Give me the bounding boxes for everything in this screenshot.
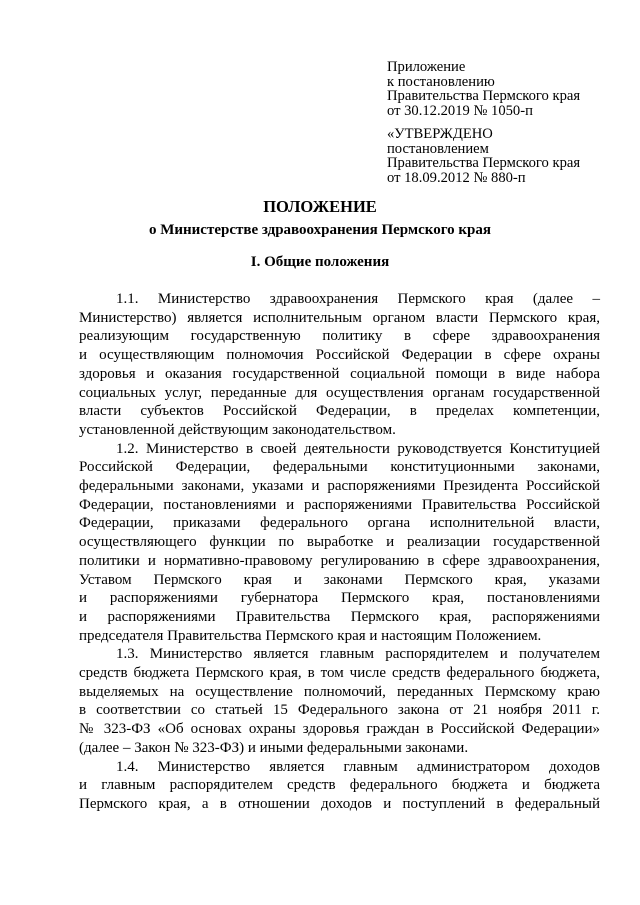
paragraph — [79, 290, 600, 440]
paragraph-line: и осуществляющим полномочия Российской Федерации в сфере охраны — [79, 347, 600, 364]
paragraph-line: и главным распорядителем средств федерального бюджета и бюджета — [79, 777, 600, 794]
annex-stamp-line: Приложение — [387, 59, 466, 75]
paragraph-line: федеральными законами, указами и распоряжениями Президента Российской — [79, 478, 600, 495]
annex-stamp-line: Правительства Пермского края — [387, 88, 581, 105]
paragraph-line: Федерации, постановлениями и распоряжениями Правительства Российской — [79, 496, 600, 513]
paragraph-line: политики и нормативно-правовому регулированию в сфере здравоохранения, — [79, 552, 600, 569]
paragraph-line: 1.1. Министерство здравоохранения Пермского края (далее – — [116, 291, 600, 307]
paragraph-line: власти субъектов Российской Федерации, в пределах компетенции, — [79, 403, 600, 420]
section-heading: I. Общие положения — [250, 254, 390, 270]
paragraph — [79, 758, 600, 814]
annex-stamp-line: к постановлению — [387, 73, 495, 90]
approval-stamp — [387, 127, 580, 185]
approval-stamp-line: Правительства Пермского края — [387, 155, 581, 172]
paragraph-line: Федерации, приказами федерального органа исполнительной власти, — [79, 515, 600, 532]
approval-stamp-line: от 18.09.2012 № 880-п — [387, 169, 526, 186]
approval-stamp-line: «УТВЕРЖДЕНО — [387, 126, 493, 142]
paragraph-line: Российской Федерации, федеральными конституционными законами, — [79, 459, 600, 476]
paragraph — [79, 440, 600, 646]
approval-stamp-line: постановлением — [387, 140, 489, 157]
paragraph-line: средств бюджета Пермского края, в том числе средств федерального бюджета, — [79, 665, 600, 682]
paragraph-line: 1.2. Министерство в своей деятельности руководствуется Конституцией — [116, 440, 600, 457]
paragraph-line: Министерство) является исполнительным органом власти Пермского края, — [79, 309, 600, 326]
paragraph-line: (далее – Закон № 323-ФЗ) и иными федеральными законами. — [79, 739, 469, 756]
annex-stamp — [387, 60, 580, 118]
paragraph-line: и распоряжениями Правительства Пермского края, распоряжениями — [79, 608, 600, 625]
paragraph-line: и распоряжениями губернатора Пермского края, постановлениями — [79, 590, 600, 607]
annex-stamp-line: от 30.12.2019 № 1050-п — [387, 102, 533, 119]
paragraph-line: № 323-ФЗ «Об основах охраны здоровья граждан в Российской Федерации» — [79, 721, 600, 738]
paragraph-line: в соответствии со статьей 15 Федерального закона от 21 ноября 2011 г. — [79, 702, 600, 719]
paragraph-line: реализующим государственную политику в сфере здравоохранения — [79, 328, 600, 345]
paragraph-line: Пермского края, а в отношении доходов и поступлений в федеральный — [79, 795, 600, 812]
paragraph-line: здоровья и оказания государственной социальной помощи в виде набора — [79, 365, 600, 382]
paragraph — [79, 645, 600, 757]
paragraph-line: председателя Правительства Пермского края и настоящим Положением. — [79, 627, 542, 644]
paragraph-line: Уставом Пермского края и законами Пермского края, указами — [79, 571, 600, 588]
paragraph-line: 1.4. Министерство является главным администратором доходов — [116, 758, 600, 775]
paragraph-line: осуществляющего функции по выработке и реализации государственной — [79, 534, 600, 551]
document-title: ПОЛОЖЕНИЕ — [263, 197, 377, 216]
paragraph-line: выделяемых на осуществление полномочий, переданных Пермскому краю — [79, 683, 600, 700]
paragraph-line: 1.3. Министерство является главным распорядителем и получателем — [116, 646, 600, 663]
paragraph-line: социальных услуг, переданные для осуществления органам государственной — [79, 384, 600, 401]
paragraph-line: установленной действующим законодательством. — [79, 421, 396, 438]
document-subtitle: о Министерстве здравоохранения Пермского края — [148, 222, 492, 238]
document-body — [79, 290, 600, 814]
